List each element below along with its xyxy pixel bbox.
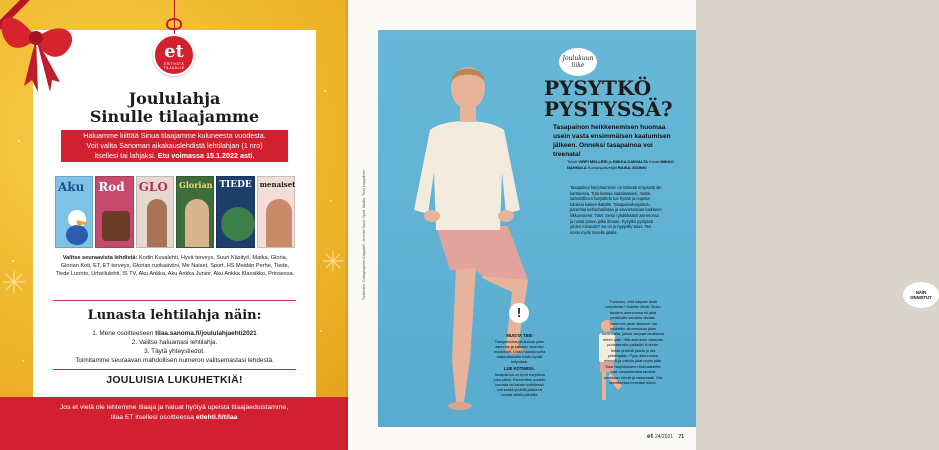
- sparkle: [22, 360, 24, 362]
- et-logo: et ERITYISTÄ TILAAJILLE: [153, 34, 195, 76]
- sparkle: [324, 90, 326, 92]
- step-1: 1. Mene osoitteeseen tilaa.sanoma.fi/joululahjaehti2021: [92, 330, 257, 337]
- cover-person: [147, 199, 167, 247]
- subscribe-banner: [0, 397, 348, 450]
- month-badge: Joulukuun liike: [559, 48, 597, 76]
- article-lead: Tasapainon heikkenemisen huomaa usein vasta ensimmäisen kaatumisen jälkeen. Onneksi tasapainoa voi treenata!: [553, 124, 671, 158]
- sparkle: [330, 200, 332, 202]
- step-2: 2. Valitse haluamasi lehtilahja.: [131, 339, 218, 346]
- tip-title: MUISTA TEE!: [506, 333, 533, 338]
- subscribe-line-2: tilaa ET itsellesi osoitteessa etlehti.fi/tilaa: [110, 414, 238, 421]
- footer-magazine: et: [646, 433, 654, 440]
- gift-advert-page: [0, 0, 348, 450]
- redeem-steps: [43, 329, 306, 365]
- article-byline: Teksti VIRPI MELLERI ja RIIKKA ILMIVALTA Kuvat MIKKO NAHNULA Kuvauspalvelijat RAISA JOUNKI: [567, 159, 674, 170]
- tip-text: Tasapainoharjoituksissa jalan asennon ja katseen suunnan muutokset. Lisää haastavuutta vaikeuttamalla nosto hyvää helpottaa.: [493, 340, 546, 364]
- redeem-url-link[interactable]: tilaa.sanoma.fi/joululahjaehti2021: [155, 330, 257, 337]
- cover-globe: [221, 207, 255, 241]
- magazine-cover: TIEDE: [216, 176, 254, 248]
- magazine-covers: [55, 176, 295, 248]
- step-4: Toimitamme seuraavan mahdollisen numeron valitsemastasi lehdestä.: [75, 357, 274, 364]
- cover-person: [185, 199, 209, 247]
- magazine-cover: Rod: [95, 176, 133, 248]
- magazine-list-intro: Valitse seuraavista lehdistä:: [62, 255, 138, 261]
- article-body: Tasapainoi harjoittaminen on tärkeää erityisesti iän karttuessa. Tutu katoaa sadalavaiseti, mutta säännöllinen harjoittelu tuo hyvää ja nopeita tuloksia kaiken ikäisille. Tasapainoharjoittelu parantaa kehonhallintaa ja vavvartaasiaa kaikkeen liikkumiseen. Tätä: Seiso ryhdikkäästi asennossa ja nosta toinen jalka ilmaan. Pysytkö pystyssä yhden minuutin? Se on jo hyppäily-tulos. Tee nosto myös toisella jalalla.: [570, 185, 662, 235]
- divider: [53, 369, 296, 370]
- magazine-cover: Glorian: [176, 176, 214, 248]
- title-line-1: Joululahja: [128, 89, 221, 108]
- duck-illustration: [62, 207, 92, 245]
- how-to-badge: NÄIN ONNISTUT: [903, 282, 939, 308]
- home-tip-title: LUE KOTIMISA.: [503, 366, 536, 371]
- photo-credit: Tuotantos: Collageaperfe Kappaleli, Jennifer Sport Sport, Mallilu: Tuuli Lappalinen: [362, 169, 366, 300]
- ornament-loop: [166, 18, 182, 30]
- article-title: PYSYTKÖ PYSTYSSÄ?: [544, 76, 673, 121]
- title-line-2: Sinulle tilaajamme: [89, 107, 260, 126]
- snowflake-icon: [322, 250, 344, 272]
- cake-photo: [102, 211, 130, 241]
- offer-deadline: Etu voimassa 15.1.2022 asti.: [157, 151, 255, 160]
- home-tip-text: Tasapainoa on hyvä harjoittaa joka päivä. Esimerkiksi puhelin korvalla tai kahvin keittäessä voit seistä yhdellä jalalla tai nousta välillä päkiöille.: [493, 373, 546, 397]
- divider: [53, 300, 296, 301]
- magazine-cover: menaiset: [257, 176, 295, 248]
- subscribe-url-link[interactable]: etlehti.fi/tilaa: [195, 414, 238, 421]
- page-number: 71: [678, 434, 684, 440]
- page-footer: [647, 433, 684, 440]
- magazine-cover: Aku: [55, 176, 93, 248]
- offer-line-2: Voit valita Sanoman aikakauslehdistä lehtilahjan (1 nro): [86, 141, 263, 150]
- red-bow-icon: [0, 0, 104, 106]
- exclamation-icon: !: [509, 303, 529, 323]
- redeem-title: Lunasta lehtilahja näin:: [87, 308, 262, 323]
- offer-description: [61, 130, 288, 162]
- sparkle: [18, 140, 20, 142]
- sparkle: [12, 260, 14, 262]
- magazine-cover: GLO: [136, 176, 174, 248]
- magazine-list: [55, 254, 295, 278]
- subscribe-line-1: Jos et vielä ole lehtemme tilaaja ja haluat hyötyä upeista tilaajaeduistamme,: [59, 404, 289, 411]
- sparkle: [320, 330, 322, 332]
- magazine-list-names: Kodin Kuvalehti, Hyvä terveys, Suuri Käsityö, Matka, Gloria, Glorian Koti, ET, ET terveys, Glorian ruokaäviini, Me Naiset, Sport, HS Meidän Perhe, Tiede, Tiede Luonto, Urheilulehti, IS TV, Aku Ankka, Aku Ankka Junior, Aku Ankka Klassikko, Prinsessa.: [55, 255, 295, 277]
- greeting: JOULUISIA LUKUHETKIÄ!: [106, 374, 243, 386]
- footer-issue: 24/2021: [654, 434, 674, 440]
- cover-person: [266, 199, 292, 247]
- offer-line-3: itsellesi tai lahjaksi. Etu voimassa 15.1.2022 asti.: [94, 151, 255, 160]
- how-to-text: Tuntuuko, että kaipaat lisää harjoitusta? Kokeile lähtä: Seiso tandem-asennossa eli jalat peräkkäin samalla viivalla. Tasennon jalan siksoner vai hoidettiin alunmuotaa jalan tuntemalla, jolloin varpaat osoittavat eteen päin. Sitä asentoon vakautta puhtaamalla paikalla! Kokeile: Seiso yhdellä jalalla ja ota pidempään, Pysy asennossa minuutti ja vaihda jalat nopin päin. Saat harjoitukseen lisähaastetta käsi varauttamalla tavoitat suuntaan silmät ja vaaamaali. Ota tarvittaessa keveästi tukea.: [602, 299, 664, 386]
- offer-line-1: Haluamme kiittää Sinua tilaajamme kuluneesta vuodesta.: [83, 131, 266, 140]
- step-3: 3. Täytä yhteystiedot.: [144, 348, 205, 355]
- snowflake-icon: [2, 270, 26, 294]
